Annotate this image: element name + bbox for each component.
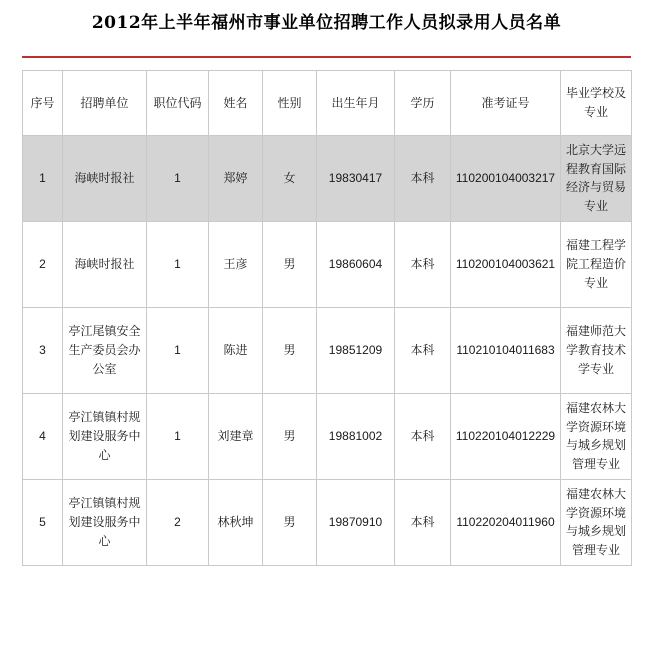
cell-position-code: 1 bbox=[147, 393, 209, 479]
column-header-education: 学历 bbox=[395, 70, 451, 135]
cell-school-major: 福建工程学院工程造价专业 bbox=[561, 221, 632, 307]
cell-gender: 男 bbox=[263, 307, 317, 393]
cell-exam-number: 110200104003621 bbox=[451, 221, 561, 307]
table-header bbox=[23, 70, 632, 135]
cell-gender: 男 bbox=[263, 479, 317, 565]
column-header-birth: 出生年月 bbox=[317, 70, 395, 135]
cell-gender: 男 bbox=[263, 393, 317, 479]
cell-index: 4 bbox=[23, 393, 63, 479]
cell-unit: 海峡时报社 bbox=[63, 221, 147, 307]
table-row bbox=[23, 307, 632, 393]
title-section bbox=[0, 0, 653, 46]
cell-unit: 亭江尾镇安全生产委员会办公室 bbox=[63, 307, 147, 393]
cell-index: 1 bbox=[23, 135, 63, 221]
table-row bbox=[23, 479, 632, 565]
cell-exam-number: 110220104012229 bbox=[451, 393, 561, 479]
cell-birth: 19851209 bbox=[317, 307, 395, 393]
cell-position-code: 1 bbox=[147, 307, 209, 393]
table-header-row bbox=[23, 70, 632, 135]
cell-index: 3 bbox=[23, 307, 63, 393]
cell-position-code: 2 bbox=[147, 479, 209, 565]
cell-school-major: 北京大学远程教育国际经济与贸易专业 bbox=[561, 135, 632, 221]
cell-index: 2 bbox=[23, 221, 63, 307]
cell-exam-number: 110210104011683 bbox=[451, 307, 561, 393]
column-header-position-code: 职位代码 bbox=[147, 70, 209, 135]
cell-gender: 男 bbox=[263, 221, 317, 307]
column-header-school-major: 毕业学校及专业 bbox=[561, 70, 632, 135]
cell-name: 郑婷 bbox=[209, 135, 263, 221]
cell-school-major: 福建农林大学资源环境与城乡规划管理专业 bbox=[561, 479, 632, 565]
cell-birth: 19870910 bbox=[317, 479, 395, 565]
cell-birth: 19830417 bbox=[317, 135, 395, 221]
column-header-unit: 招聘单位 bbox=[63, 70, 147, 135]
table-row bbox=[23, 135, 632, 221]
column-header-exam-number: 准考证号 bbox=[451, 70, 561, 135]
cell-education: 本科 bbox=[395, 479, 451, 565]
page-title: 2012年上半年福州市事业单位招聘工作人员拟录用人员名单 bbox=[91, 13, 562, 33]
cell-education: 本科 bbox=[395, 221, 451, 307]
cell-birth: 19881002 bbox=[317, 393, 395, 479]
table-body bbox=[23, 135, 632, 565]
cell-name: 刘建章 bbox=[209, 393, 263, 479]
cell-education: 本科 bbox=[395, 307, 451, 393]
cell-unit: 海峡时报社 bbox=[63, 135, 147, 221]
cell-education: 本科 bbox=[395, 393, 451, 479]
cell-name: 陈进 bbox=[209, 307, 263, 393]
table-section bbox=[0, 58, 653, 566]
table-row bbox=[23, 393, 632, 479]
cell-unit: 亭江镇镇村规划建设服务中心 bbox=[63, 393, 147, 479]
cell-education: 本科 bbox=[395, 135, 451, 221]
cell-birth: 19860604 bbox=[317, 221, 395, 307]
column-header-name: 姓名 bbox=[209, 70, 263, 135]
cell-school-major: 福建农林大学资源环境与城乡规划管理专业 bbox=[561, 393, 632, 479]
cell-position-code: 1 bbox=[147, 221, 209, 307]
column-header-gender: 性别 bbox=[263, 70, 317, 135]
cell-unit: 亭江镇镇村规划建设服务中心 bbox=[63, 479, 147, 565]
cell-exam-number: 110200104003217 bbox=[451, 135, 561, 221]
cell-school-major: 福建师范大学教育技术学专业 bbox=[561, 307, 632, 393]
cell-gender: 女 bbox=[263, 135, 317, 221]
table-row bbox=[23, 221, 632, 307]
cell-index: 5 bbox=[23, 479, 63, 565]
hiring-roster-table bbox=[22, 70, 632, 566]
cell-name: 林秋坤 bbox=[209, 479, 263, 565]
column-header-index: 序号 bbox=[23, 70, 63, 135]
cell-exam-number: 110220204011960 bbox=[451, 479, 561, 565]
cell-position-code: 1 bbox=[147, 135, 209, 221]
cell-name: 王彦 bbox=[209, 221, 263, 307]
